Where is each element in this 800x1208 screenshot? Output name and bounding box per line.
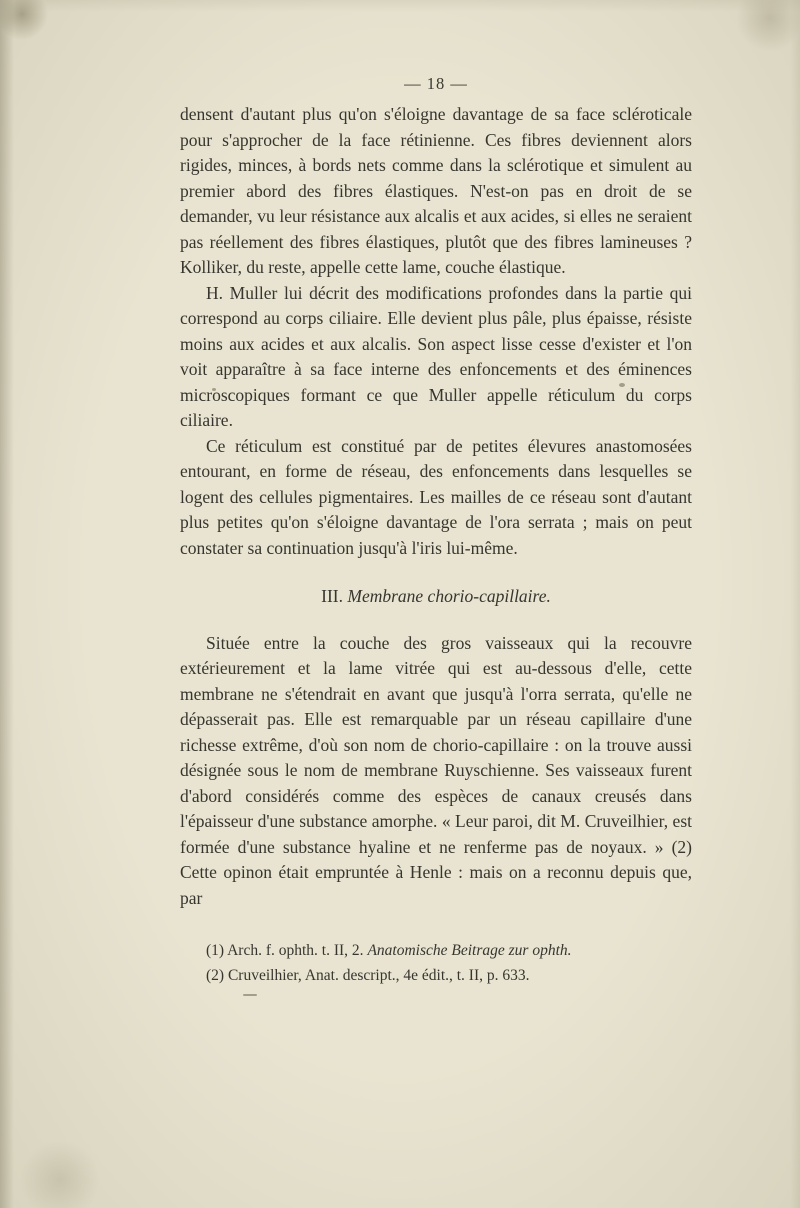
page-number: — 18 —: [404, 74, 468, 93]
footnote-1-text: (1) Arch. f. ophth. t. II, 2.: [206, 942, 368, 959]
footnote-1: [180, 938, 692, 963]
section-heading: [180, 584, 692, 610]
paragraph-1: densent d'autant plus qu'on s'éloigne davantage de sa face scléroticale pour s'approcher de la face rétinienne. Ces fibres deviennent alors rigides, minces, à bords nets comme dans la sclérotique et simulent au premier abord des fibres élastiques. N'est-on pas en droit de se demander, vu leur résistance aux alcalis et aux acides, si elles ne seraient pas réellement des fibres élastiques, plutôt que des fibres lamineuses ? Kolliker, du reste, appelle cette lame, couche élastique.: [180, 104, 692, 277]
paragraph-4: Située entre la couche des gros vaisseaux qui la recouvre extérieurement et la lame vitrée qui est au-dessous d'elle, cette membrane ne s'étendrait en avant que jusqu'à l'orra serrata, qu'elle ne dépasserait pas. Elle est remarquable par un réseau capillaire d'une richesse extrême, d'où son nom de chorio-capillaire : on la trouve aussi désignée sous le nom de membrane Ruyschienne. Ses vaisseaux furent d'abord considérés comme des espèces de canaux creusés dans l'épaisseur d'une substance amorphe. « Leur paroi, dit M. Cruveilhier, est formée d'une substance hyaline et ne renferme pas de noyaux. » (2) Cette opinon était empruntée à Henle : mais on a reconnu depuis que, par: [180, 632, 692, 908]
footnote-1-italic: Anatomische Beitrage zur ophth.: [367, 942, 572, 959]
section-title: Membrane chorio-capillaire.: [347, 586, 551, 606]
section-numeral: III.: [321, 586, 343, 606]
footnote-2: [180, 963, 692, 988]
paragraph-3: Ce réticulum est constitué par de petites élevures anastomosées entourant, en forme de réseau, des enfoncements dans lesquelles se logent des cellules pigmentaires. Les mailles de ce réseau sont d'autant plus petites qu'on s'éloigne davantage de l'ora serrata ; mais on peut constater sa continuation jusqu'à l'iris lui-même.: [180, 435, 692, 558]
footnote-2-text: (2) Cruveilhier, Anat. descript., 4e édit., t. II, p. 633.: [206, 967, 530, 984]
text-block: [180, 102, 692, 988]
footnotes: [180, 938, 692, 988]
ink-speck: [243, 994, 257, 996]
paragraph-2: H. Muller lui décrit des modifications profondes dans la partie qui correspond au corps ciliaire. Elle devient plus pâle, plus épaisse, résiste moins aux acides et aux alcalis. Son aspect lisse cesse d'exister et l'on voit apparaître à sa face interne des enfoncements et des éminences microscopiques formant ce que Muller appelle réticulum du corps ciliaire.: [180, 282, 692, 430]
